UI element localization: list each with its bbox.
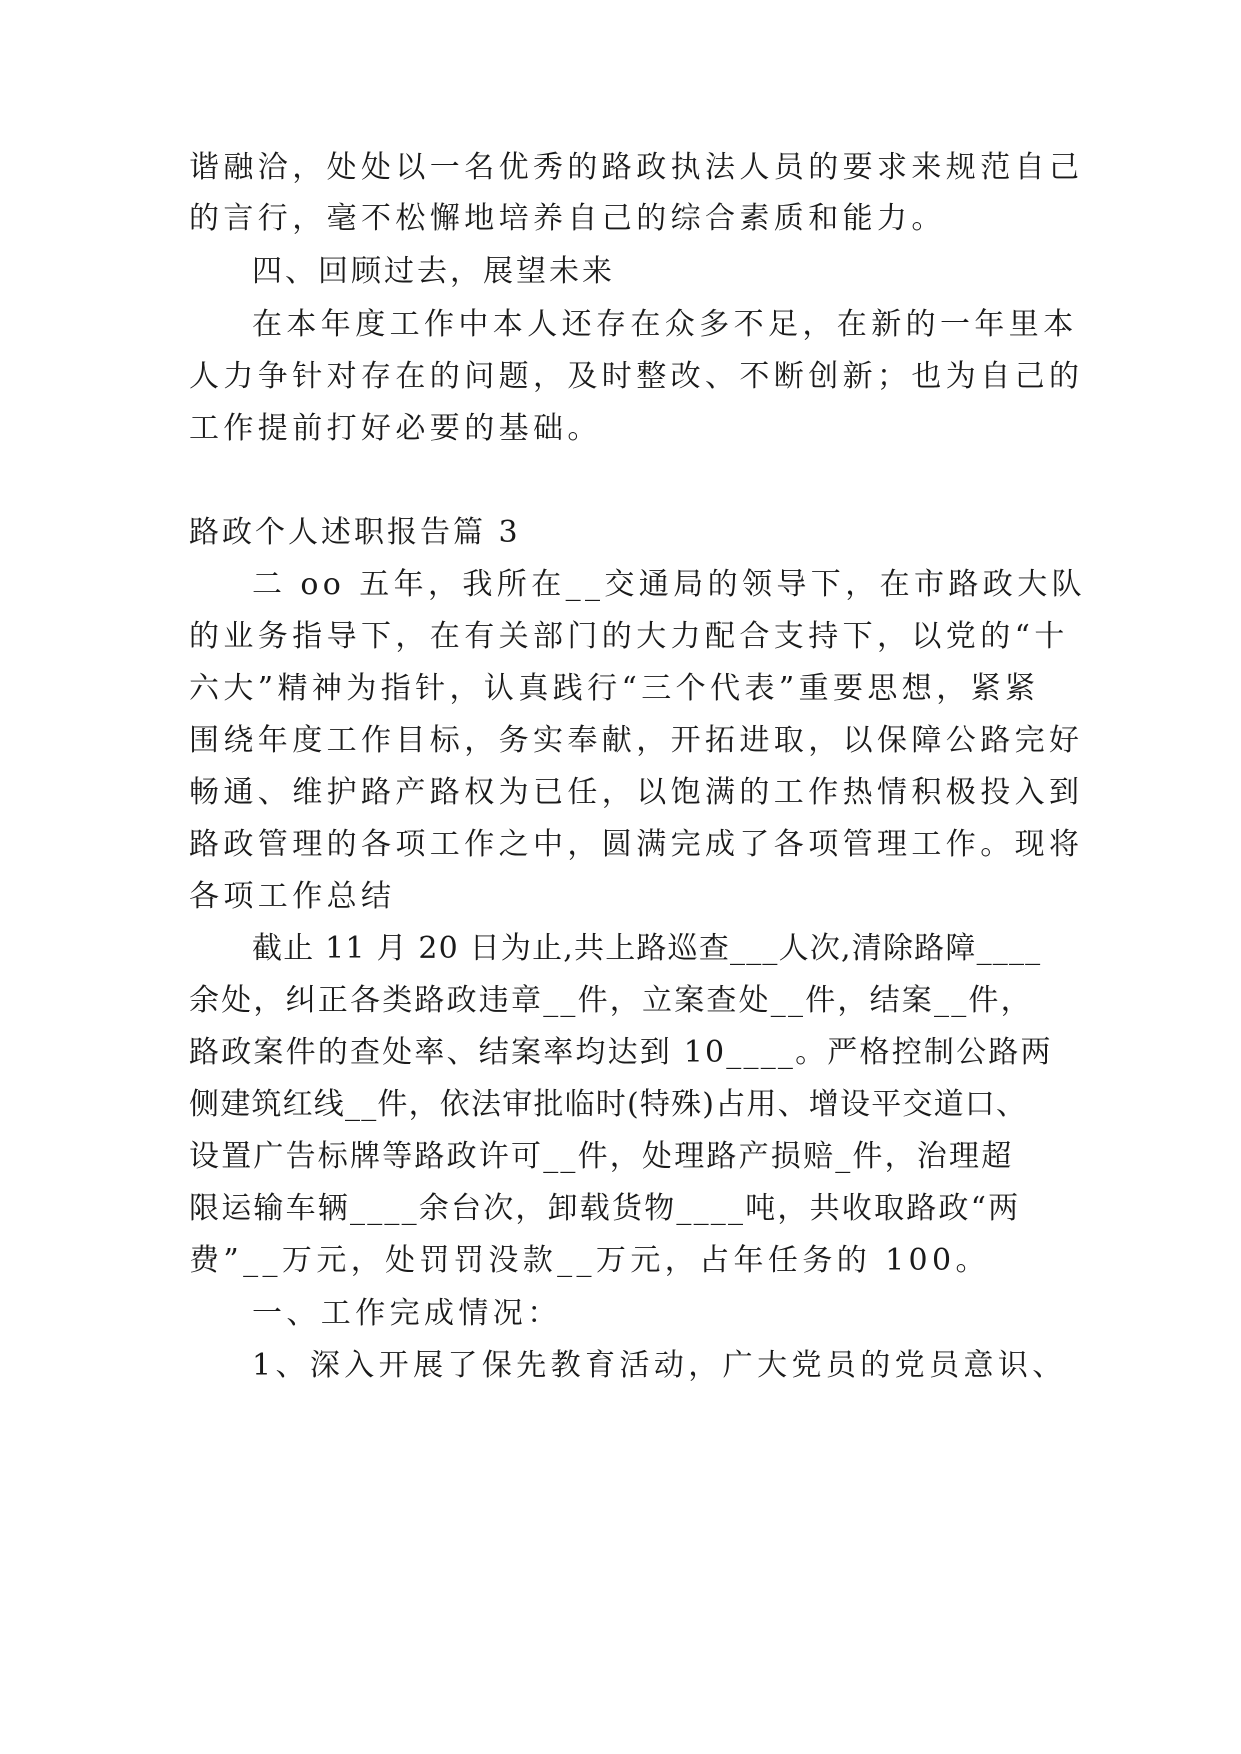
paragraph-line: 在本年度工作中本人还存在众多不足，在新的一年里本 xyxy=(252,307,1078,342)
paragraph-line: 围绕年度工作目标，务实奉献，开拓进取，以保障公路完好 xyxy=(189,723,1084,758)
paragraph-line: 侧建筑红线__件，依法审批临时(特殊)占用、增设平交道口、 xyxy=(189,1087,1028,1122)
paragraph-line: 各项工作总结 xyxy=(189,879,396,914)
paragraph-line: 二 oo 五年，我所在__交通局的领导下，在市路政大队 xyxy=(252,567,1086,602)
paragraph-line: 工作提前打好必要的基础。 xyxy=(189,411,602,446)
paragraph-line: 设置广告标牌等路政许可__件，处理路产损赔_件，治理超 xyxy=(189,1139,1014,1174)
paragraph-line: 余处，纠正各类路政违章__件，立案查处__件，结案__件， xyxy=(189,983,1033,1018)
paragraph-line: 限运输车辆____余台次，卸载货物____吨，共收取路政“两 xyxy=(189,1191,1021,1226)
paragraph-line: 截止 11 月 20 日为止,共上路巡查___人次,清除路障____ xyxy=(252,931,1042,966)
section-heading: 一、工作完成情况： xyxy=(252,1296,562,1331)
paragraph-line: 畅通、维护路产路权为已任，以饱满的工作热情积极投入到 xyxy=(189,775,1084,810)
paragraph-line: 人力争针对存在的问题，及时整改、不断创新；也为自己的 xyxy=(189,359,1084,394)
paragraph-line: 路政管理的各项工作之中，圆满完成了各项管理工作。现将 xyxy=(189,827,1084,862)
paragraph-line: 的业务指导下，在有关部门的大力配合支持下，以党的“十 xyxy=(189,619,1069,654)
paragraph-line: 1、深入开展了保先教育活动，广大党员的党员意识、 xyxy=(252,1348,1067,1383)
section-heading: 四、回顾过去，展望未来 xyxy=(252,254,615,289)
paragraph-line: 费”__万元，处罚罚没款__万元，占年任务的 100。 xyxy=(189,1243,990,1278)
paragraph-line: 路政案件的查处率、结案率均达到 10____。严格控制公路两 xyxy=(189,1035,1053,1070)
paragraph-line: 六大”精神为指针，认真践行“三个代表”重要思想，紧紧 xyxy=(189,671,1040,706)
paragraph-line: 的言行，毫不松懈地培养自己的综合素质和能力。 xyxy=(189,201,946,236)
article-title: 路政个人述职报告篇 3 xyxy=(189,515,521,550)
paragraph-line: 谐融洽，处处以一名优秀的路政执法人员的要求来规范自己 xyxy=(189,150,1084,185)
